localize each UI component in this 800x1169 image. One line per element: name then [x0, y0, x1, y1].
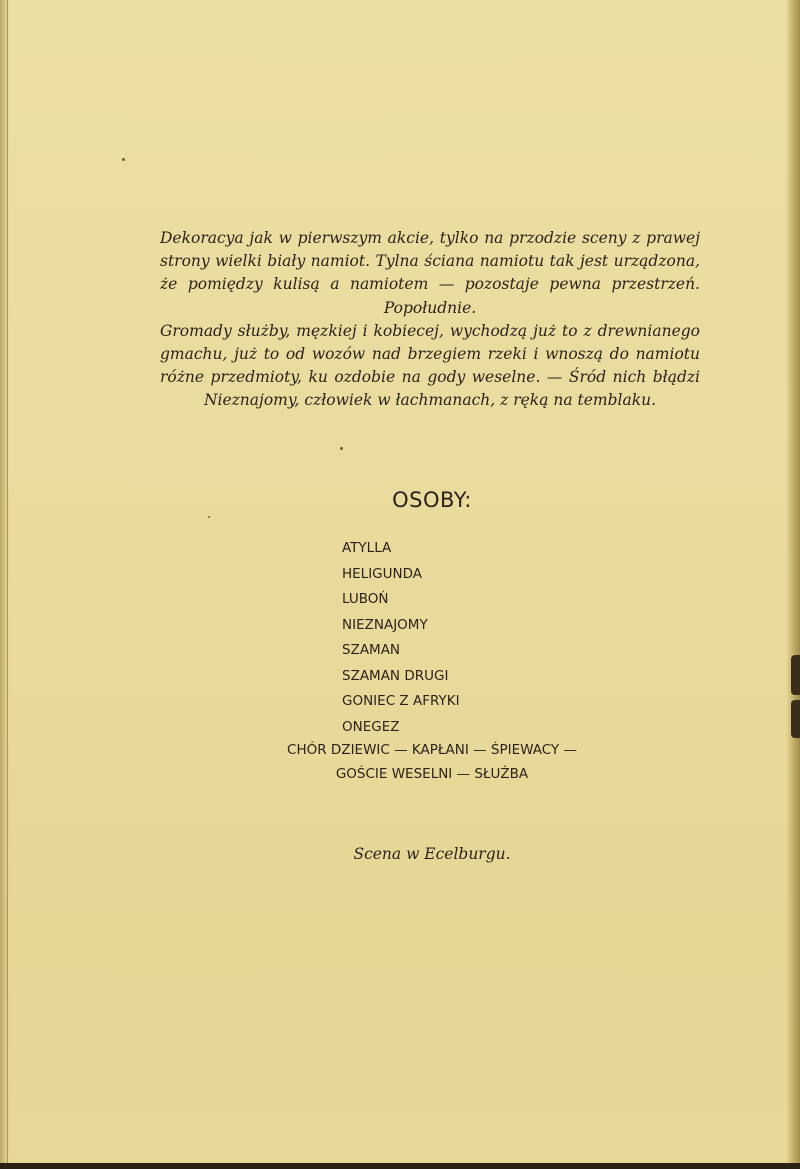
paper-speck [340, 447, 343, 450]
ensemble-list [240, 739, 624, 786]
scene-location: Scena w Ecelburgu. [353, 845, 511, 863]
cast-heading: OSOBY: [392, 488, 472, 512]
cast-member: ONEGEZ [342, 718, 400, 735]
stage-direction-paragraph: Gromady służby, męzkiej i kobiecej, wychodzą już to z drewnianego gmachu, już to od wozów nad brzegiem rzeki i wnoszą do namiotu różne przedmioty, ku ozdobie na gody weselne. — Śród nich błądzi Nieznajomy, człowiek w łachmanach, z ręką na temblaku. [160, 321, 700, 410]
cast-member: ATYLLA [342, 540, 392, 556]
binding-mark [791, 700, 800, 738]
cast-member: HELIGUNDA [342, 565, 423, 582]
cast-member: GONIEC Z AFRYKI [342, 693, 460, 709]
cast-member: LUBOŃ [342, 591, 389, 607]
cast-member: NIEZNAJOMY [342, 616, 428, 633]
ensemble-line: GOŚCIE WESELNI — SŁUŻBA [335, 765, 529, 782]
ensemble-line: CHÓR DZIEWIC — KAPŁANI — ŚPIEWACY — [287, 742, 577, 758]
binding-mark [791, 655, 800, 695]
cast-list [342, 536, 460, 740]
page-bottom-edge [0, 1163, 800, 1169]
page-right-edge [786, 0, 800, 1169]
page-gutter-line [7, 0, 8, 1169]
stage-direction-paragraph: Dekoracya jak w pierwszym akcie, tylko na przodzie sceny z prawej strony wielki biały namiot. Tylna ściana namiotu tak jest urządzona, że pomiędzy kulisą a namiotem — pozostaje pewna przestrzeń. Popołudnie. [160, 229, 700, 317]
cast-member: SZAMAN DRUGI [342, 667, 449, 684]
stage-direction [160, 227, 700, 413]
paper-speck [122, 158, 125, 161]
cast-member: SZAMAN [342, 642, 401, 658]
paper-speck [208, 516, 210, 518]
